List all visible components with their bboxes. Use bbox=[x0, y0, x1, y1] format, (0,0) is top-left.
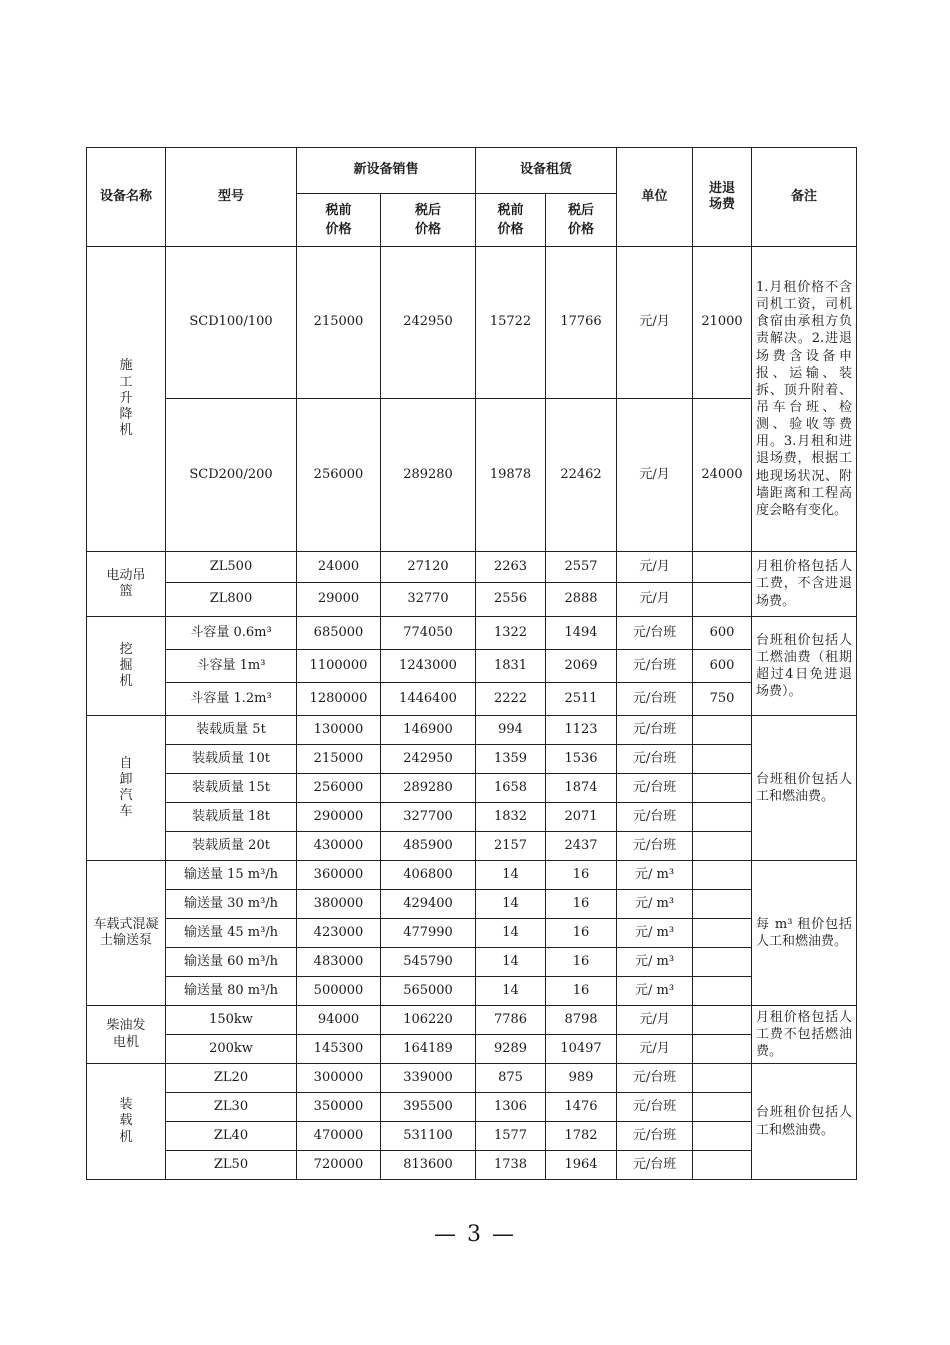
entry-fee-cell: 21000 bbox=[693, 247, 752, 399]
entry-fee-cell bbox=[693, 774, 752, 803]
table-row bbox=[87, 803, 857, 832]
unit-cell: 元/ m³ bbox=[617, 948, 693, 977]
sale-post-tax-cell: 406800 bbox=[381, 861, 476, 890]
lease-post-tax-cell: 17766 bbox=[546, 247, 617, 399]
unit-cell: 元/ m³ bbox=[617, 890, 693, 919]
sale-post-tax-cell: 477990 bbox=[381, 919, 476, 948]
lease-pre-tax-cell: 14 bbox=[476, 977, 546, 1006]
table-row bbox=[87, 247, 857, 399]
table-row bbox=[87, 552, 857, 583]
lease-pre-tax-cell: 1577 bbox=[476, 1122, 546, 1151]
sale-post-tax-cell: 565000 bbox=[381, 977, 476, 1006]
lease-pre-tax-cell: 994 bbox=[476, 716, 546, 745]
sale-pre-tax-cell: 430000 bbox=[297, 832, 381, 861]
lease-post-tax-cell: 2437 bbox=[546, 832, 617, 861]
unit-cell: 元/台班 bbox=[617, 1064, 693, 1093]
entry-fee-cell bbox=[693, 552, 752, 583]
remark-cell: 月租价格包括人工费不包括燃油费。 bbox=[752, 1006, 857, 1064]
lease-pre-tax-cell: 14 bbox=[476, 948, 546, 977]
model-cell: SCD200/200 bbox=[166, 399, 297, 552]
table-row bbox=[87, 583, 857, 617]
table-row bbox=[87, 890, 857, 919]
model-cell: ZL20 bbox=[166, 1064, 297, 1093]
entry-fee-cell bbox=[693, 861, 752, 890]
equipment-name: 挖掘机 bbox=[87, 617, 166, 716]
remark-cell: 每 m³ 租价包括人工和燃油费。 bbox=[752, 861, 857, 1006]
lease-pre-tax-cell: 14 bbox=[476, 919, 546, 948]
sale-post-tax-cell: 242950 bbox=[381, 745, 476, 774]
lease-pre-tax-cell: 1832 bbox=[476, 803, 546, 832]
entry-fee-cell: 600 bbox=[693, 617, 752, 650]
lease-post-tax-cell: 1536 bbox=[546, 745, 617, 774]
sale-pre-tax-cell: 256000 bbox=[297, 774, 381, 803]
model-cell: 输送量 15 m³/h bbox=[166, 861, 297, 890]
model-cell: 斗容量 1m³ bbox=[166, 650, 297, 683]
header-entry-fee: 进退场费 bbox=[693, 148, 752, 247]
lease-post-tax-cell: 1123 bbox=[546, 716, 617, 745]
sale-post-tax-cell: 813600 bbox=[381, 1151, 476, 1180]
lease-post-tax-cell: 16 bbox=[546, 919, 617, 948]
sale-pre-tax-cell: 145300 bbox=[297, 1035, 381, 1064]
lease-pre-tax-cell: 1658 bbox=[476, 774, 546, 803]
sale-pre-tax-cell: 350000 bbox=[297, 1093, 381, 1122]
lease-post-tax-cell: 1874 bbox=[546, 774, 617, 803]
lease-pre-tax-cell: 2157 bbox=[476, 832, 546, 861]
sale-post-tax-cell: 242950 bbox=[381, 247, 476, 399]
unit-cell: 元/台班 bbox=[617, 803, 693, 832]
unit-cell: 元/ m³ bbox=[617, 919, 693, 948]
unit-cell: 元/月 bbox=[617, 1035, 693, 1064]
lease-post-tax-cell: 16 bbox=[546, 977, 617, 1006]
table-row bbox=[87, 683, 857, 716]
sale-pre-tax-cell: 423000 bbox=[297, 919, 381, 948]
unit-cell: 元/台班 bbox=[617, 745, 693, 774]
sale-post-tax-cell: 106220 bbox=[381, 1006, 476, 1035]
lease-post-tax-cell: 1782 bbox=[546, 1122, 617, 1151]
sale-post-tax-cell: 531100 bbox=[381, 1122, 476, 1151]
header-new-sale: 新设备销售 bbox=[297, 148, 476, 194]
unit-cell: 元/台班 bbox=[617, 683, 693, 716]
table-row bbox=[87, 1151, 857, 1180]
entry-fee-cell bbox=[693, 716, 752, 745]
model-cell: 装载质量 18t bbox=[166, 803, 297, 832]
sale-post-tax-cell: 774050 bbox=[381, 617, 476, 650]
unit-cell: 元/台班 bbox=[617, 1093, 693, 1122]
remark-cell: 台班租价包括人工燃油费（租期超过4日免进退场费）。 bbox=[752, 617, 857, 716]
page-number: — 3 — bbox=[434, 1222, 516, 1247]
unit-cell: 元/台班 bbox=[617, 832, 693, 861]
table-row bbox=[87, 1122, 857, 1151]
entry-fee-cell bbox=[693, 832, 752, 861]
model-cell: 斗容量 0.6m³ bbox=[166, 617, 297, 650]
entry-fee-cell bbox=[693, 919, 752, 948]
lease-post-tax-cell: 2069 bbox=[546, 650, 617, 683]
entry-fee-cell bbox=[693, 1006, 752, 1035]
sale-pre-tax-cell: 500000 bbox=[297, 977, 381, 1006]
remark-cell: 台班租价包括人工和燃油费。 bbox=[752, 716, 857, 861]
entry-fee-cell bbox=[693, 948, 752, 977]
header-lease-pre-tax: 税前价格 bbox=[476, 194, 546, 247]
table-row bbox=[87, 919, 857, 948]
table-row bbox=[87, 716, 857, 745]
sale-pre-tax-cell: 130000 bbox=[297, 716, 381, 745]
lease-pre-tax-cell: 15722 bbox=[476, 247, 546, 399]
lease-post-tax-cell: 1494 bbox=[546, 617, 617, 650]
table-row bbox=[87, 1006, 857, 1035]
lease-pre-tax-cell: 2263 bbox=[476, 552, 546, 583]
sale-post-tax-cell: 395500 bbox=[381, 1093, 476, 1122]
entry-fee-cell bbox=[693, 1093, 752, 1122]
lease-post-tax-cell: 10497 bbox=[546, 1035, 617, 1064]
lease-pre-tax-cell: 14 bbox=[476, 861, 546, 890]
unit-cell: 元/台班 bbox=[617, 617, 693, 650]
remark-cell: 1.月租价格不含司机工资，司机食宿由承租方负责解决。2.进退场费含设备申报、运输、装拆、顶升附着、吊车台班、检测、验收等费用。3.月租和进退场费，根据工地现场状况、附墙距离和工程高度会略有变化。 bbox=[752, 247, 857, 552]
lease-post-tax-cell: 22462 bbox=[546, 399, 617, 552]
sale-post-tax-cell: 289280 bbox=[381, 399, 476, 552]
sale-post-tax-cell: 327700 bbox=[381, 803, 476, 832]
lease-post-tax-cell: 16 bbox=[546, 861, 617, 890]
sale-pre-tax-cell: 360000 bbox=[297, 861, 381, 890]
model-cell: 装载质量 10t bbox=[166, 745, 297, 774]
table-row bbox=[87, 977, 857, 1006]
sale-pre-tax-cell: 94000 bbox=[297, 1006, 381, 1035]
unit-cell: 元/台班 bbox=[617, 774, 693, 803]
sale-pre-tax-cell: 215000 bbox=[297, 745, 381, 774]
entry-fee-cell bbox=[693, 977, 752, 1006]
entry-fee-cell bbox=[693, 745, 752, 774]
unit-cell: 元/台班 bbox=[617, 1151, 693, 1180]
lease-pre-tax-cell: 7786 bbox=[476, 1006, 546, 1035]
lease-pre-tax-cell: 14 bbox=[476, 890, 546, 919]
unit-cell: 元/台班 bbox=[617, 1122, 693, 1151]
sale-post-tax-cell: 27120 bbox=[381, 552, 476, 583]
sale-pre-tax-cell: 483000 bbox=[297, 948, 381, 977]
entry-fee-cell: 24000 bbox=[693, 399, 752, 552]
lease-pre-tax-cell: 19878 bbox=[476, 399, 546, 552]
lease-post-tax-cell: 1964 bbox=[546, 1151, 617, 1180]
lease-pre-tax-cell: 2222 bbox=[476, 683, 546, 716]
entry-fee-cell bbox=[693, 1035, 752, 1064]
sale-pre-tax-cell: 1280000 bbox=[297, 683, 381, 716]
entry-fee-cell: 600 bbox=[693, 650, 752, 683]
model-cell: 输送量 60 m³/h bbox=[166, 948, 297, 977]
equipment-price-table bbox=[86, 147, 857, 1180]
model-cell: ZL800 bbox=[166, 583, 297, 617]
sale-post-tax-cell: 289280 bbox=[381, 774, 476, 803]
entry-fee-cell bbox=[693, 1064, 752, 1093]
equipment-name: 车载式混凝土输送泵 bbox=[87, 861, 166, 1006]
sale-pre-tax-cell: 300000 bbox=[297, 1064, 381, 1093]
lease-pre-tax-cell: 1831 bbox=[476, 650, 546, 683]
header-sale-pre-tax: 税前价格 bbox=[297, 194, 381, 247]
model-cell: 装载质量 5t bbox=[166, 716, 297, 745]
lease-post-tax-cell: 16 bbox=[546, 948, 617, 977]
model-cell: SCD100/100 bbox=[166, 247, 297, 399]
lease-pre-tax-cell: 2556 bbox=[476, 583, 546, 617]
sale-post-tax-cell: 545790 bbox=[381, 948, 476, 977]
sale-post-tax-cell: 164189 bbox=[381, 1035, 476, 1064]
sale-pre-tax-cell: 720000 bbox=[297, 1151, 381, 1180]
unit-cell: 元/月 bbox=[617, 247, 693, 399]
sale-pre-tax-cell: 24000 bbox=[297, 552, 381, 583]
model-cell: ZL500 bbox=[166, 552, 297, 583]
sale-pre-tax-cell: 290000 bbox=[297, 803, 381, 832]
table-row bbox=[87, 861, 857, 890]
remark-cell: 月租价格包括人工费，不含进退场费。 bbox=[752, 552, 857, 617]
lease-pre-tax-cell: 875 bbox=[476, 1064, 546, 1093]
unit-cell: 元/月 bbox=[617, 552, 693, 583]
unit-cell: 元/月 bbox=[617, 583, 693, 617]
model-cell: 装载质量 20t bbox=[166, 832, 297, 861]
equipment-name: 柴油发电机 bbox=[87, 1006, 166, 1064]
sale-pre-tax-cell: 256000 bbox=[297, 399, 381, 552]
header-sale-post-tax: 税后价格 bbox=[381, 194, 476, 247]
entry-fee-cell bbox=[693, 890, 752, 919]
equipment-name: 施工升降机 bbox=[87, 247, 166, 552]
lease-post-tax-cell: 2071 bbox=[546, 803, 617, 832]
header-lease: 设备租赁 bbox=[476, 148, 617, 194]
sale-pre-tax-cell: 215000 bbox=[297, 247, 381, 399]
sale-pre-tax-cell: 685000 bbox=[297, 617, 381, 650]
lease-post-tax-cell: 2557 bbox=[546, 552, 617, 583]
sale-post-tax-cell: 339000 bbox=[381, 1064, 476, 1093]
table-row bbox=[87, 1064, 857, 1093]
sale-post-tax-cell: 429400 bbox=[381, 890, 476, 919]
unit-cell: 元/台班 bbox=[617, 650, 693, 683]
table-row bbox=[87, 399, 857, 552]
unit-cell: 元/ m³ bbox=[617, 977, 693, 1006]
sale-pre-tax-cell: 1100000 bbox=[297, 650, 381, 683]
sale-post-tax-cell: 32770 bbox=[381, 583, 476, 617]
lease-pre-tax-cell: 9289 bbox=[476, 1035, 546, 1064]
lease-post-tax-cell: 16 bbox=[546, 890, 617, 919]
table-row bbox=[87, 774, 857, 803]
lease-post-tax-cell: 2888 bbox=[546, 583, 617, 617]
model-cell: 150kw bbox=[166, 1006, 297, 1035]
equipment-name: 电动吊篮 bbox=[87, 552, 166, 617]
sale-pre-tax-cell: 29000 bbox=[297, 583, 381, 617]
entry-fee-cell bbox=[693, 1122, 752, 1151]
unit-cell: 元/月 bbox=[617, 399, 693, 552]
entry-fee-cell: 750 bbox=[693, 683, 752, 716]
table-row bbox=[87, 948, 857, 977]
entry-fee-cell bbox=[693, 803, 752, 832]
model-cell: 斗容量 1.2m³ bbox=[166, 683, 297, 716]
lease-post-tax-cell: 2511 bbox=[546, 683, 617, 716]
entry-fee-cell bbox=[693, 1151, 752, 1180]
table-row bbox=[87, 617, 857, 650]
unit-cell: 元/台班 bbox=[617, 716, 693, 745]
lease-pre-tax-cell: 1306 bbox=[476, 1093, 546, 1122]
equipment-name: 自卸汽车 bbox=[87, 716, 166, 861]
sale-post-tax-cell: 146900 bbox=[381, 716, 476, 745]
table-row bbox=[87, 650, 857, 683]
unit-cell: 元/月 bbox=[617, 1006, 693, 1035]
lease-post-tax-cell: 989 bbox=[546, 1064, 617, 1093]
entry-fee-cell bbox=[693, 583, 752, 617]
model-cell: 200kw bbox=[166, 1035, 297, 1064]
equipment-name: 装载机 bbox=[87, 1064, 166, 1180]
lease-post-tax-cell: 8798 bbox=[546, 1006, 617, 1035]
model-cell: 输送量 30 m³/h bbox=[166, 890, 297, 919]
unit-cell: 元/ m³ bbox=[617, 861, 693, 890]
table-row bbox=[87, 832, 857, 861]
sale-post-tax-cell: 485900 bbox=[381, 832, 476, 861]
model-cell: ZL30 bbox=[166, 1093, 297, 1122]
header-remarks: 备注 bbox=[752, 148, 857, 247]
header-lease-post-tax: 税后价格 bbox=[546, 194, 617, 247]
table-header bbox=[87, 148, 857, 247]
sale-pre-tax-cell: 380000 bbox=[297, 890, 381, 919]
model-cell: 装载质量 15t bbox=[166, 774, 297, 803]
header-name: 设备名称 bbox=[87, 148, 166, 247]
lease-pre-tax-cell: 1359 bbox=[476, 745, 546, 774]
sale-post-tax-cell: 1446400 bbox=[381, 683, 476, 716]
sale-post-tax-cell: 1243000 bbox=[381, 650, 476, 683]
table-body bbox=[87, 247, 857, 1180]
lease-pre-tax-cell: 1322 bbox=[476, 617, 546, 650]
remark-cell: 台班租价包括人工和燃油费。 bbox=[752, 1064, 857, 1180]
table-row bbox=[87, 745, 857, 774]
model-cell: 输送量 80 m³/h bbox=[166, 977, 297, 1006]
table-row bbox=[87, 1035, 857, 1064]
lease-pre-tax-cell: 1738 bbox=[476, 1151, 546, 1180]
table-row bbox=[87, 1093, 857, 1122]
lease-post-tax-cell: 1476 bbox=[546, 1093, 617, 1122]
header-model: 型号 bbox=[166, 148, 297, 247]
model-cell: ZL40 bbox=[166, 1122, 297, 1151]
model-cell: ZL50 bbox=[166, 1151, 297, 1180]
sale-pre-tax-cell: 470000 bbox=[297, 1122, 381, 1151]
model-cell: 输送量 45 m³/h bbox=[166, 919, 297, 948]
header-unit: 单位 bbox=[617, 148, 693, 247]
